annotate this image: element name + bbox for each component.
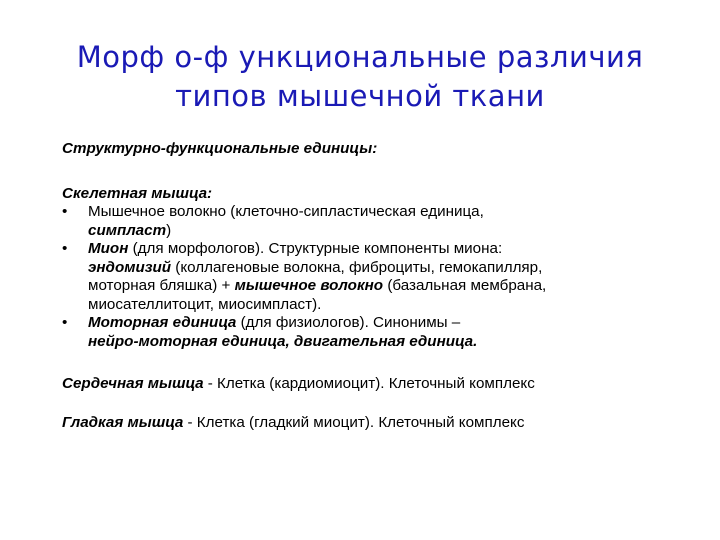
item-term: симпласт — [88, 221, 167, 239]
cardiac-section — [62, 375, 662, 394]
smooth-section — [62, 414, 662, 433]
cardiac-term: Сердечная мышца — [62, 375, 204, 392]
item-text: Мышечное волокно (клеточно-сипластическая единица, — [88, 203, 484, 220]
slide-content — [62, 140, 662, 432]
bullet-icon: • — [62, 314, 68, 331]
item-term: эндомизий — [88, 258, 172, 276]
skeletal-section — [62, 185, 662, 352]
slide-title — [60, 38, 660, 116]
list-item — [62, 314, 662, 351]
item-term: нейро-моторная единица, двигательная единица. — [88, 332, 478, 350]
item-term: мышечное волокно — [234, 277, 384, 294]
item-text: (для физиологов). Синонимы – — [236, 314, 461, 331]
structural-units-header: Структурно-функциональные единицы: — [62, 140, 378, 157]
item-text: (коллагеновые волокна, фиброциты, гемокапилляр, — [171, 258, 543, 276]
skeletal-header: Скелетная мышца: — [62, 184, 213, 202]
item-text: ) — [166, 221, 172, 239]
item-term: Мион — [88, 240, 129, 257]
item-text: (для морфологов). Структурные компоненты миона: — [128, 240, 503, 257]
smooth-term: Гладкая мышца — [62, 413, 184, 431]
smooth-text: - Клетка (гладкий миоцит). Клеточный комплекс — [183, 413, 525, 431]
bullet-icon: • — [62, 203, 68, 220]
bullet-icon: • — [62, 240, 68, 257]
title-line-2: типов мышечной ткани — [175, 79, 545, 113]
item-text: моторная бляшка) + — [88, 277, 235, 294]
title-line-1: Морф о-ф ункциональные различия — [76, 40, 644, 74]
item-text: (базальная мембрана, — [383, 277, 547, 294]
item-text: миосателлитоцит, миосимпласт). — [88, 295, 322, 313]
list-item — [62, 240, 662, 314]
list-item — [62, 203, 662, 240]
skeletal-list — [62, 203, 662, 351]
cardiac-text: - Клетка (кардиомиоцит). Клеточный комплекс — [203, 375, 535, 392]
item-term: Моторная единица — [88, 314, 237, 331]
